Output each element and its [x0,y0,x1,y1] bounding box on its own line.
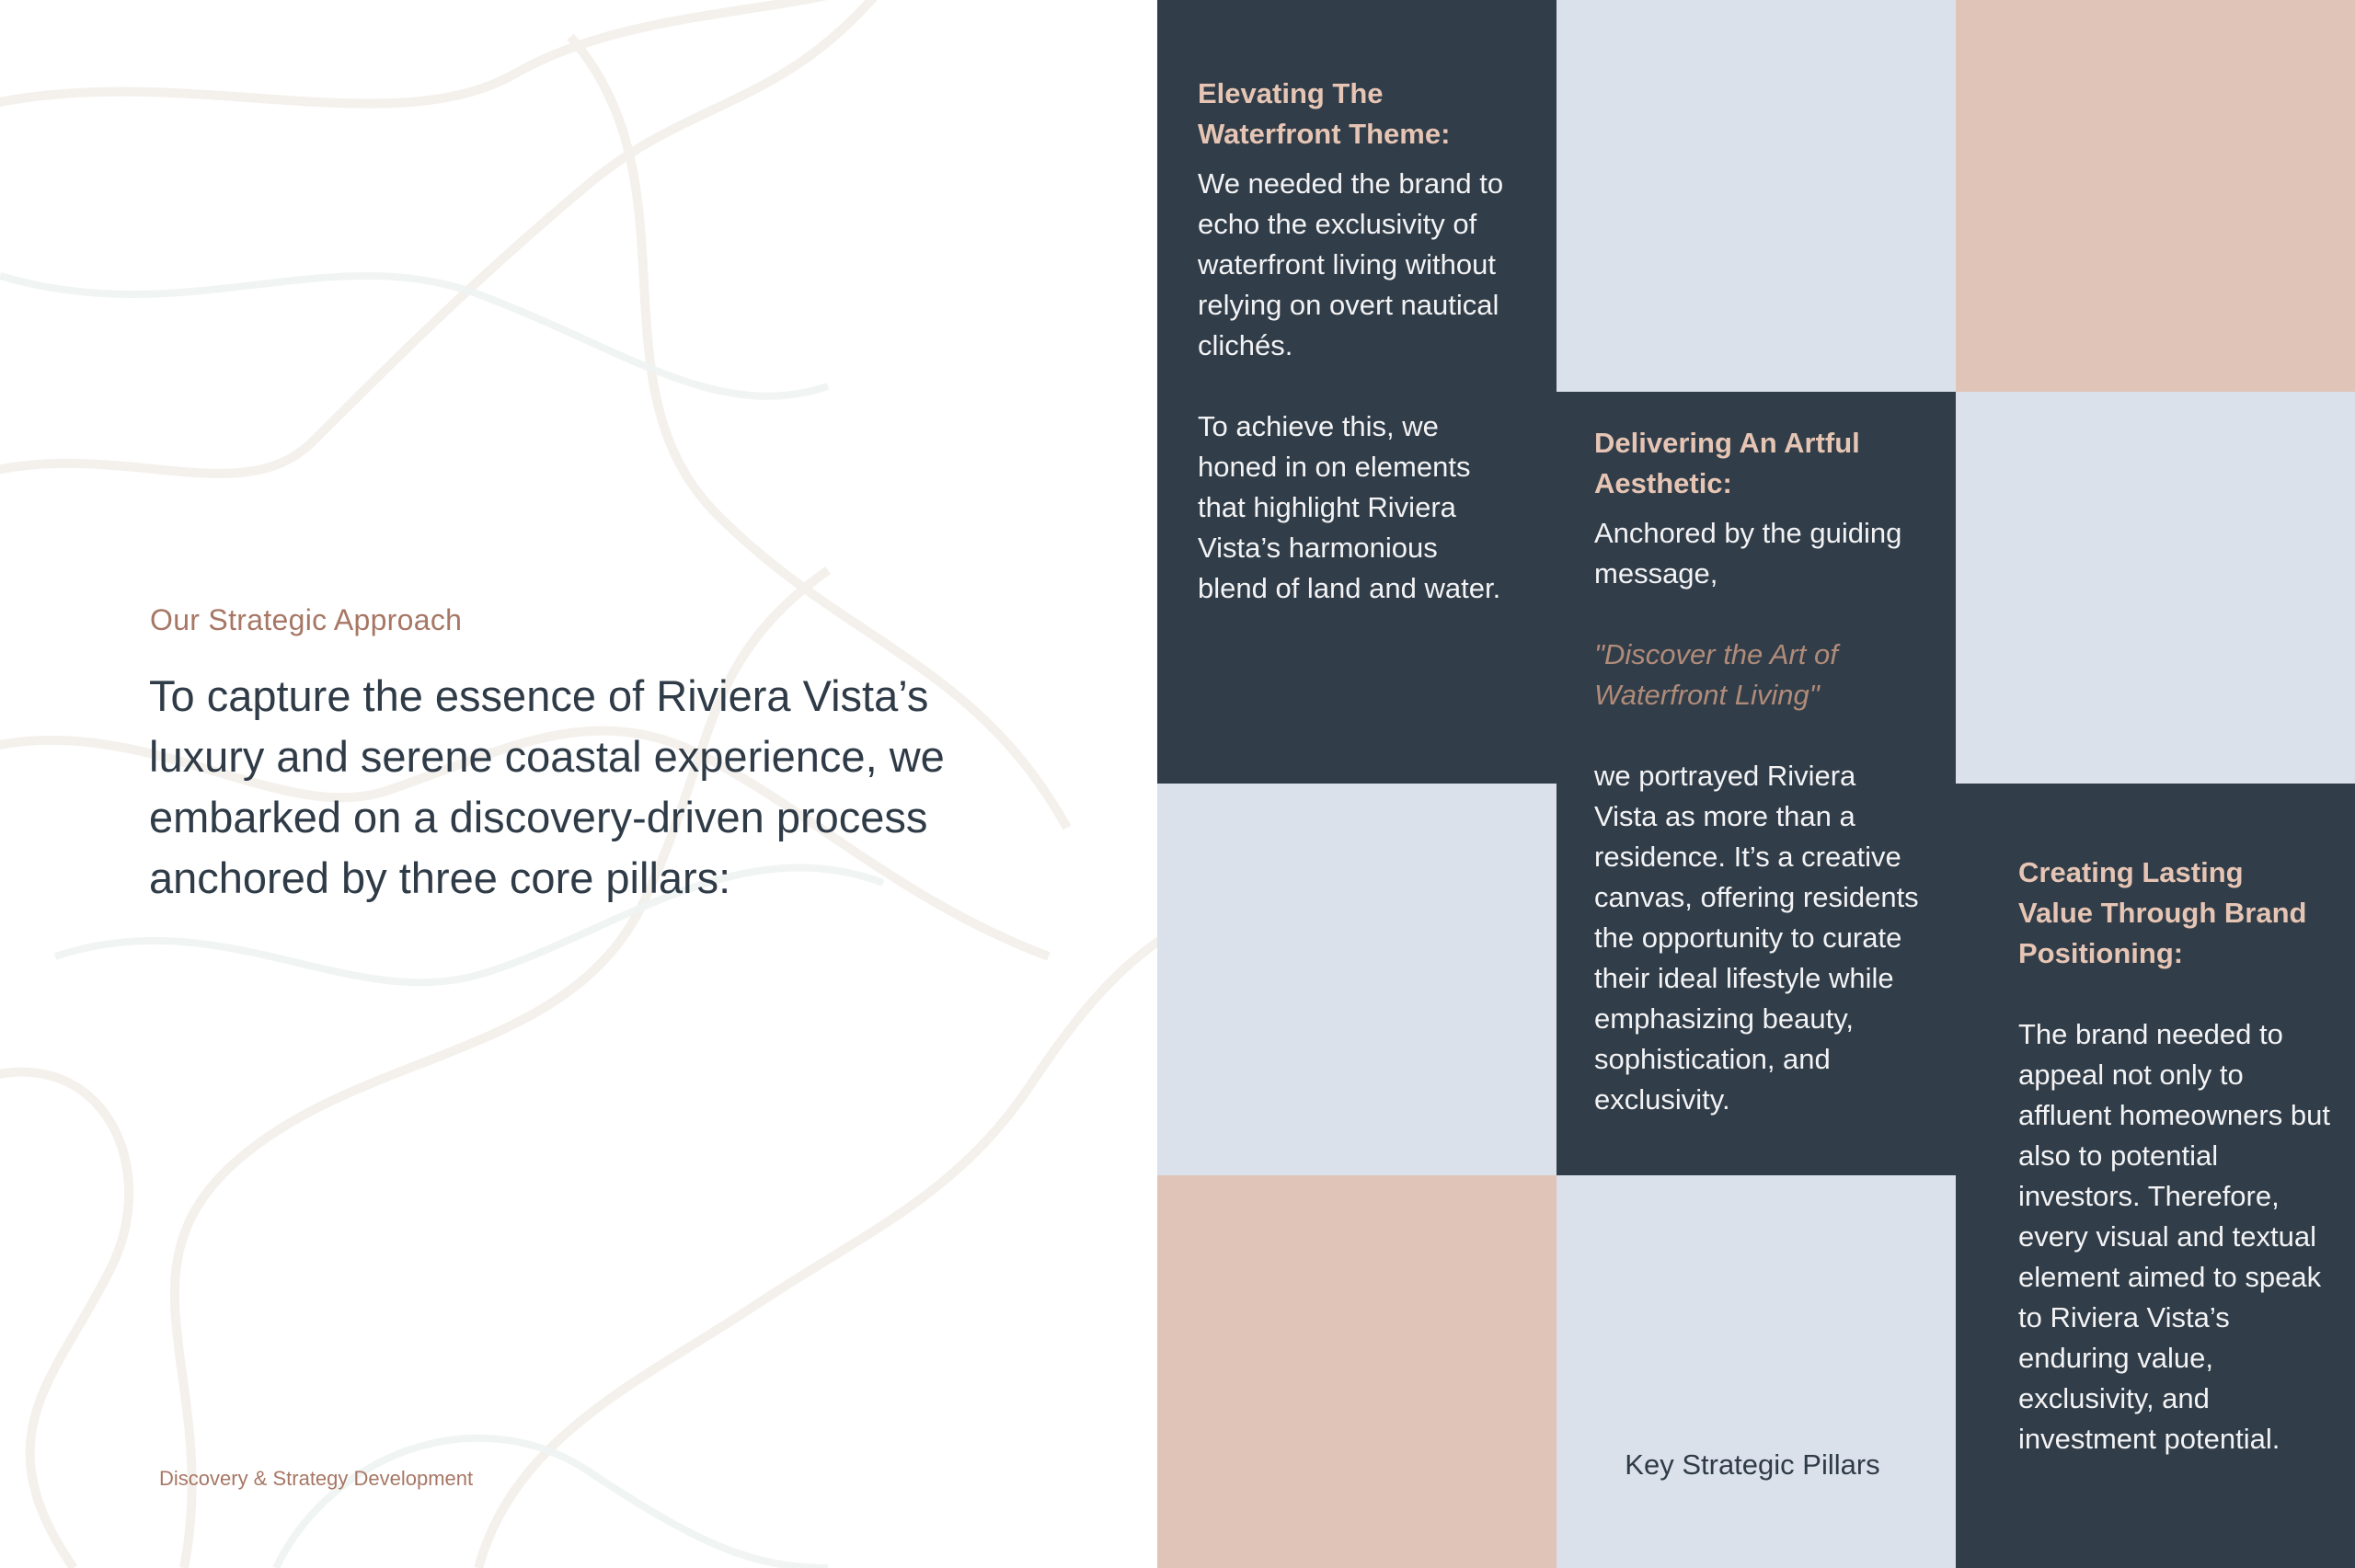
footer-label: Discovery & Strategy Development [159,1467,474,1490]
pillar-title-line: Creating Lasting [2018,856,2244,888]
pillar-title-line: Delivering An Artful [1594,427,1860,459]
pillar-title-line: Positioning: [2018,937,2184,969]
pillar-title-line: Waterfront Theme: [1198,118,1451,150]
pillar-title [1198,74,1511,155]
tile-peach [1157,1175,1557,1568]
pillar-paragraph: we portrayed Riviera Vista as more than a residence. It’s a creative canvas, offering residents the opportunity to curate their ideal lifestyle while emphasizing beauty, sophistication, and exclusivity. [1594,760,1919,1116]
lead-statement: To capture the essence of Riviera Vista’s luxury and serene coastal experience, we embarked on a discovery-driven process anchored by three core pillars: [149,671,945,902]
pillar-artful-aesthetic [1594,423,1925,1120]
grid-caption: Key Strategic Pillars [1625,1448,1880,1481]
pillar-title-line: Elevating The [1198,77,1384,109]
pillar-title-line: Aesthetic: [1594,467,1732,499]
tile-blue [1557,0,1956,392]
pillar-paragraph: Anchored by the guiding message, [1594,517,1902,589]
pillar-waterfront-theme [1198,74,1511,609]
intro-panel [0,0,1157,1568]
tile-peach [1956,0,2355,392]
tile-blue [1557,1175,1956,1568]
pillar-paragraph: The brand needed to appeal not only to affluent homeowners but also to potential investors. Therefore, every visual and textual element aimed to speak to Riviera Vista’s enduring value, exclusivity, and investment potential. [2018,1018,2330,1455]
pillar-title [2018,853,2331,974]
pillar-title [1594,423,1925,504]
pillar-paragraph: To achieve this, we honed in on elements that highlight Riviera Vista’s harmonious blend of land and water. [1198,410,1501,604]
section-eyebrow: Our Strategic Approach [150,603,463,636]
pillar-brand-positioning [2018,853,2331,1459]
guiding-message-quote: "Discover the Art of Waterfront Living" [1594,638,1838,711]
tile-blue [1956,392,2355,784]
pillar-paragraph: We needed the brand to echo the exclusivity of waterfront living without relying on overt nautical clichés. [1198,167,1504,361]
tile-blue [1157,784,1557,1175]
pillar-title-line: Value Through Brand [2018,897,2307,929]
